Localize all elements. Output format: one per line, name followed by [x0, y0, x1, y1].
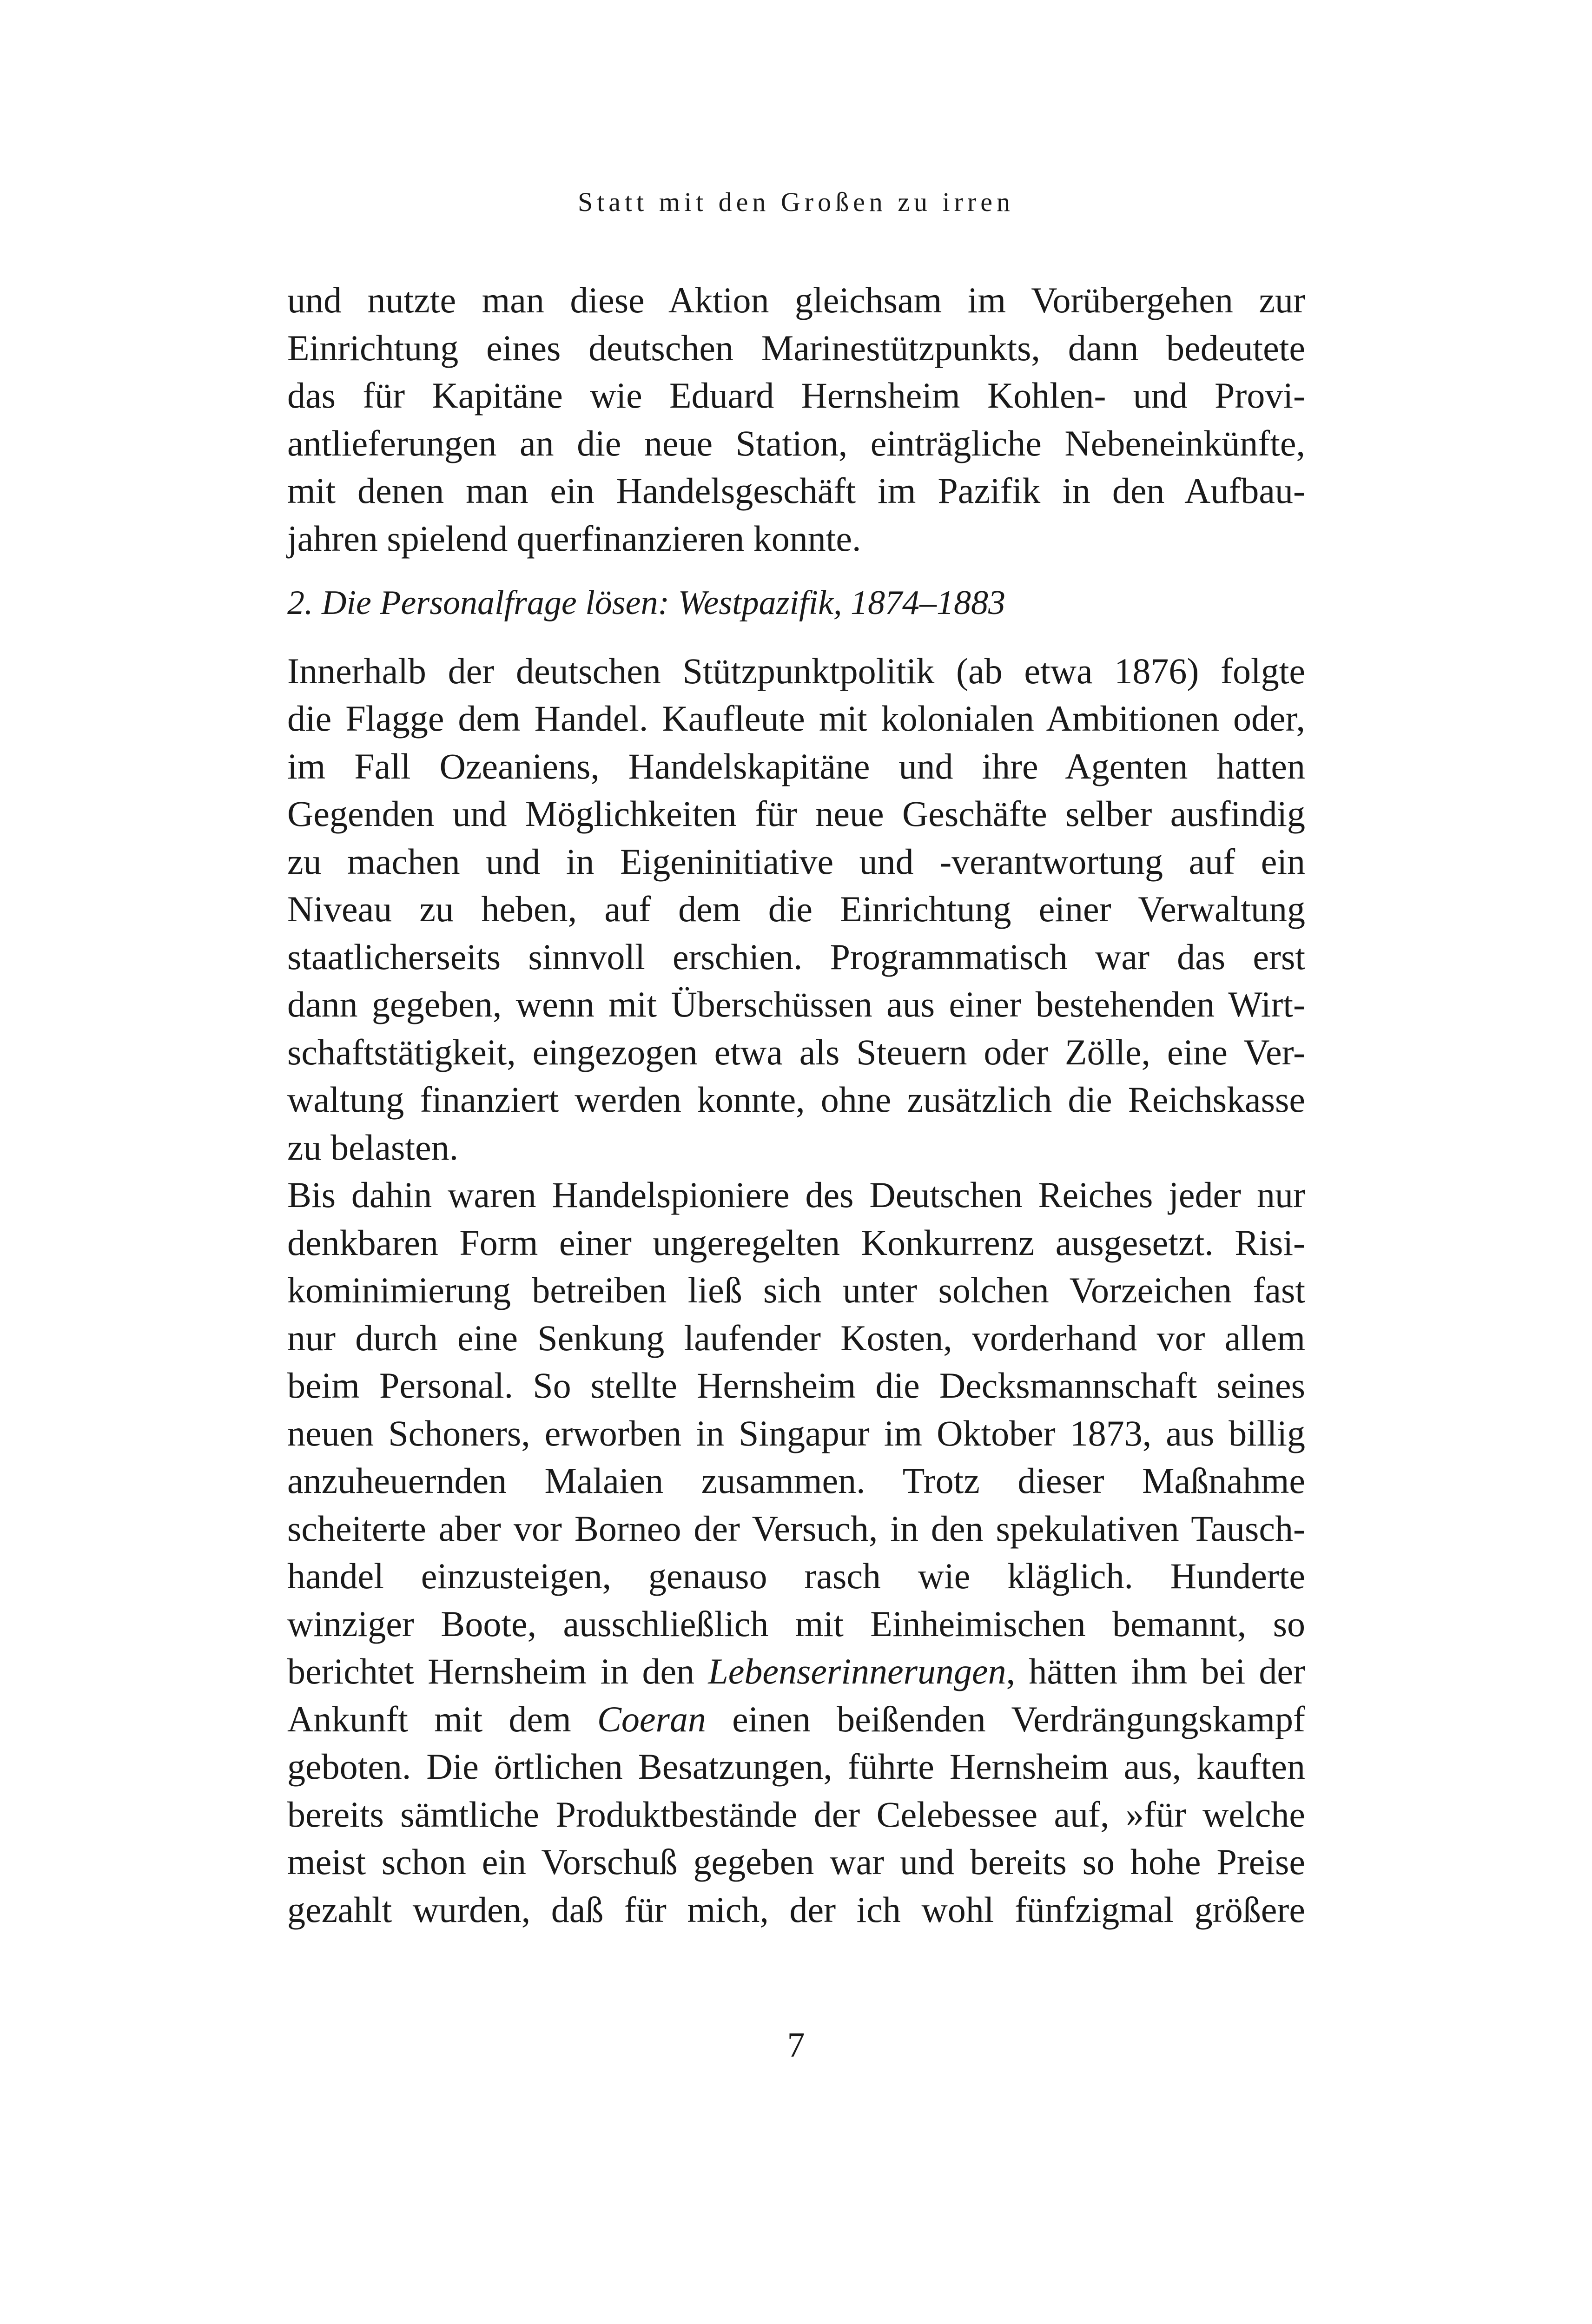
text-line: kominimierung betreiben ließ sich unter solchen Vorzeichen fast [287, 1270, 1305, 1310]
ship-name-italic: Coeran [597, 1698, 706, 1739]
text-line: scheiterte aber vor Borneo der Versuch, in den spekulativen Tausch- [287, 1508, 1305, 1549]
text-line: Einrichtung eines deutschen Marinestützpunkts, dann bedeutete [287, 327, 1305, 368]
text-line: handel einzusteigen, genauso rasch wie kläglich. Hunderte [287, 1556, 1305, 1596]
text-line: winziger Boote, ausschließlich mit Einheimischen bemannt, so [287, 1603, 1305, 1644]
text-line: bereits sämtliche Produktbestände der Celebessee auf, »für welche [287, 1794, 1305, 1835]
text-line: jahren spielend querfinanzieren konnte. [287, 518, 861, 559]
text-line: neuen Schoners, erworben in Singapur im Oktober 1873, aus billig [287, 1413, 1305, 1453]
text-line: geboten. Die örtlichen Besatzungen, führte Hernsheim aus, kauften [287, 1746, 1305, 1787]
body-text [287, 277, 1305, 1934]
text-line: Bis dahin waren Handelspioniere des Deutschen Reiches jeder nur [287, 1175, 1305, 1215]
text-line: gezahlt wurden, daß für mich, der ich wohl fünfzigmal größere [287, 1889, 1305, 1930]
text-line: waltung finanziert werden konnte, ohne zusätzlich die Reichskasse [287, 1079, 1305, 1120]
text-line: Niveau zu heben, auf dem die Einrichtung einer Verwaltung [287, 889, 1305, 929]
text-segment: Ankunft mit dem [287, 1698, 597, 1739]
paragraph [287, 277, 1305, 562]
text-line [287, 1648, 1305, 1696]
text-line: staatlicherseits sinnvoll erschien. Programmatisch war das erst [287, 936, 1305, 977]
running-head: Statt mit den Großen zu irren [577, 187, 1015, 217]
text-line: Gegenden und Möglichkeiten für neue Geschäfte selber ausfindig [287, 793, 1305, 834]
text-segment: einen beißenden Verdrängungskampf [706, 1698, 1305, 1739]
text-line: anzuheuernden Malaien zusammen. Trotz dieser Maßnahme [287, 1460, 1305, 1501]
text-line: mit denen man ein Handelsgeschäft im Pazifik in den Aufbau- [287, 470, 1305, 511]
text-line: nur durch eine Senkung laufender Kosten, vorderhand vor allem [287, 1317, 1305, 1358]
text-line: dann gegeben, wenn mit Überschüssen aus einer bestehenden Wirt- [287, 984, 1305, 1024]
text-line: schaftstätigkeit, eingezogen etwa als Steuern oder Zölle, eine Ver- [287, 1031, 1305, 1072]
text-line: antlieferungen an die neue Station, einträgliche Nebeneinkünfte, [287, 423, 1305, 463]
text-line: zu belasten. [287, 1127, 459, 1168]
text-line: Innerhalb der deutschen Stützpunktpolitik (ab etwa 1876) folgte [287, 650, 1305, 691]
text-segment: berichtet Hernsheim in den [287, 1651, 708, 1691]
paragraph [287, 1171, 1305, 1934]
text-line: beim Personal. So stellte Hernsheim die Decksmannschaft seines [287, 1365, 1305, 1406]
section-heading: 2. Die Personalfrage lösen: Westpazifik, 1874–1883 [287, 584, 1005, 622]
text-line: die Flagge dem Handel. Kaufleute mit kolonialen Ambitionen oder, [287, 698, 1305, 739]
text-line [287, 1696, 1305, 1743]
text-segment: , hätten ihm bei der [1006, 1651, 1305, 1691]
page-number: 7 [787, 2026, 805, 2065]
book-title-italic: Lebenserinnerungen [708, 1651, 1006, 1691]
paragraph [287, 647, 1305, 1172]
text-line: zu machen und in Eigeninitiative und -verantwortung auf ein [287, 841, 1305, 882]
text-line: und nutzte man diese Aktion gleichsam im Vorübergehen zur [287, 280, 1305, 320]
text-line: im Fall Ozeaniens, Handelskapitäne und ihre Agenten hatten [287, 746, 1305, 786]
text-line: das für Kapitäne wie Eduard Hernsheim Kohlen- und Provi- [287, 375, 1305, 416]
text-line: meist schon ein Vorschuß gegeben war und bereits so hohe Preise [287, 1842, 1305, 1882]
text-line: denkbaren Form einer ungeregelten Konkurrenz ausgesetzt. Risi- [287, 1222, 1305, 1263]
